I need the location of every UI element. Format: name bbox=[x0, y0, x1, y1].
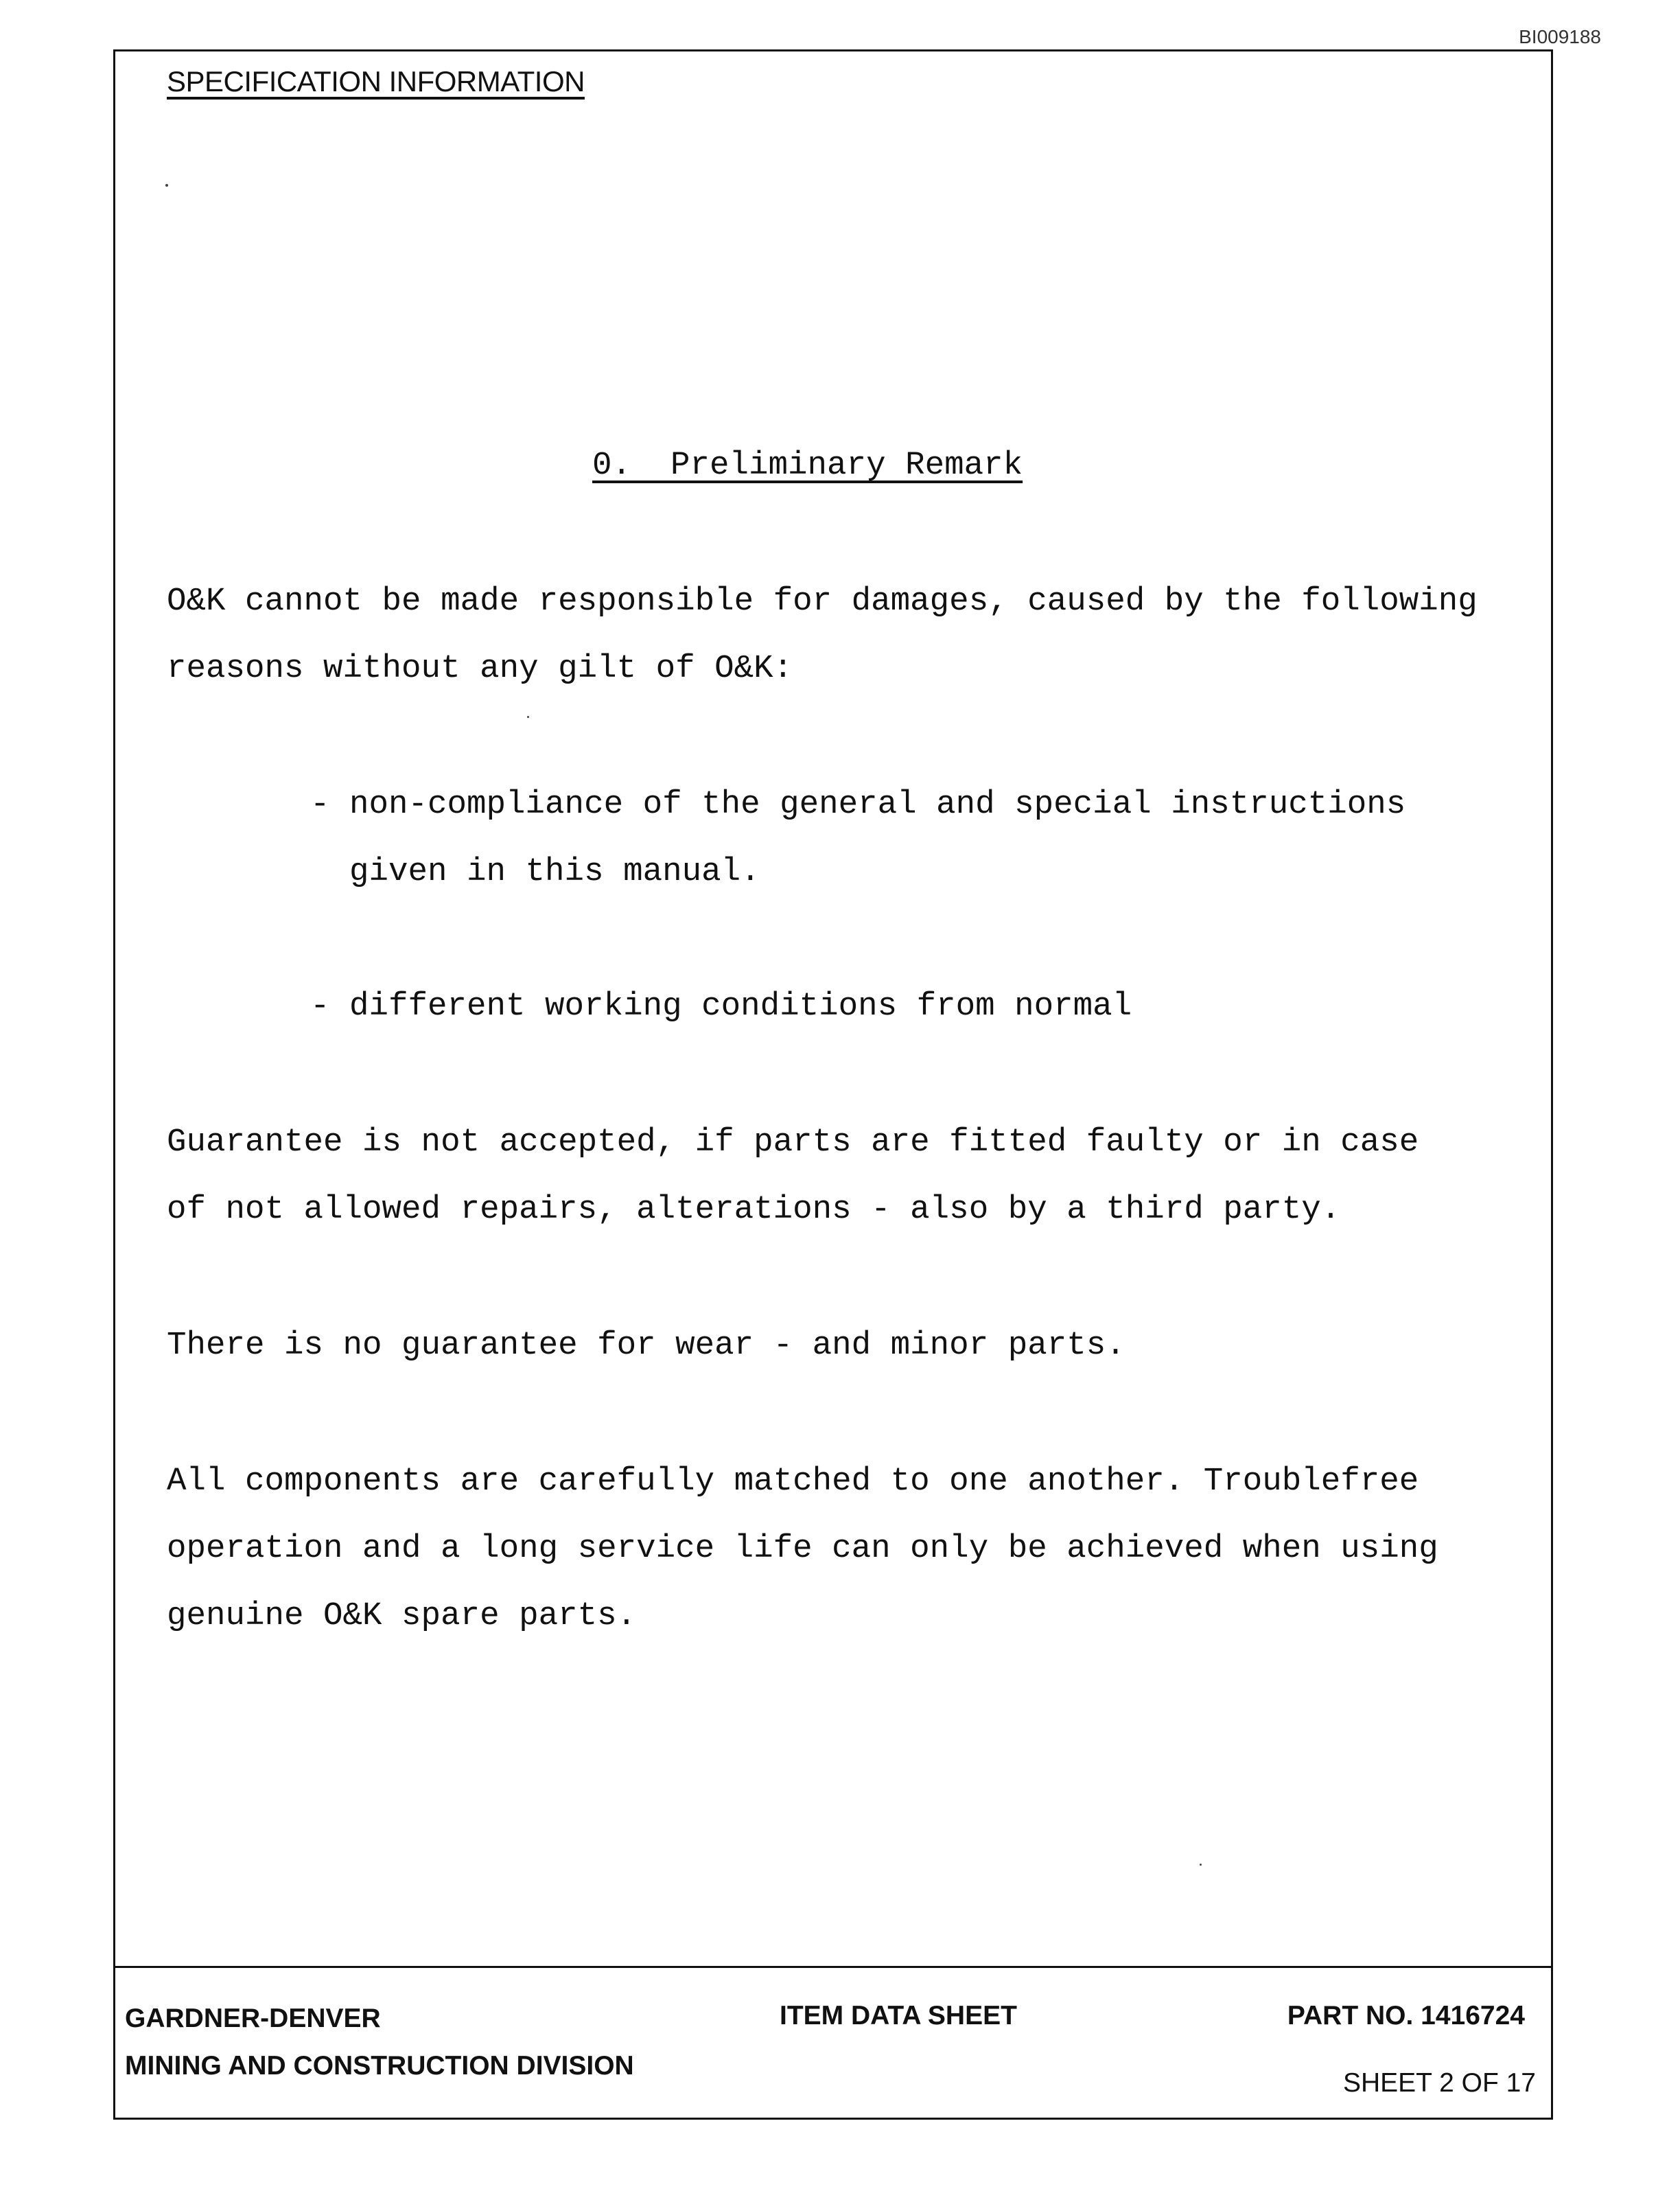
components-line-2: operation and a long service life can only be achieved when using bbox=[167, 1530, 1438, 1567]
components-line-3: genuine O&K spare parts. bbox=[167, 1597, 637, 1634]
company-name: GARDNER-DENVER bbox=[125, 2004, 381, 2033]
scan-speck bbox=[165, 184, 168, 187]
sheet-number: SHEET 2 OF 17 bbox=[1342, 2068, 1536, 2098]
components-line-1: All components are carefully matched to one another. Troublefree bbox=[167, 1463, 1419, 1500]
division-name: MINING AND CONSTRUCTION DIVISION bbox=[125, 2051, 634, 2081]
section-heading: SPECIFICATION INFORMATION bbox=[167, 65, 585, 97]
remark-title: 0. Preliminary Remark bbox=[592, 447, 1023, 484]
intro-line-2: reasons without any gilt of O&K: bbox=[167, 650, 793, 687]
bullet-1-line-2: given in this manual. bbox=[310, 853, 760, 890]
scan-speck bbox=[527, 716, 529, 718]
wear-statement: There is no guarantee for wear - and minor parts. bbox=[167, 1327, 1125, 1364]
sheet-type: ITEM DATA SHEET bbox=[780, 2001, 1017, 2030]
guarantee-line-2: of not allowed repairs, alterations - also by a third party. bbox=[167, 1191, 1341, 1228]
bullet-1-line-1: - non-compliance of the general and special instructions bbox=[310, 786, 1406, 823]
document-id: BI009188 bbox=[1519, 26, 1601, 47]
guarantee-line-1: Guarantee is not accepted, if parts are fitted faulty or in case bbox=[167, 1124, 1419, 1161]
page-frame bbox=[113, 49, 1553, 2120]
scan-speck bbox=[1200, 1864, 1202, 1866]
intro-line-1: O&K cannot be made responsible for damages, caused by the following bbox=[167, 583, 1478, 620]
bullet-2: - different working conditions from normal bbox=[310, 988, 1132, 1025]
title-block bbox=[115, 1966, 1551, 2118]
part-number: PART NO. 1416724 bbox=[1287, 2001, 1525, 2030]
